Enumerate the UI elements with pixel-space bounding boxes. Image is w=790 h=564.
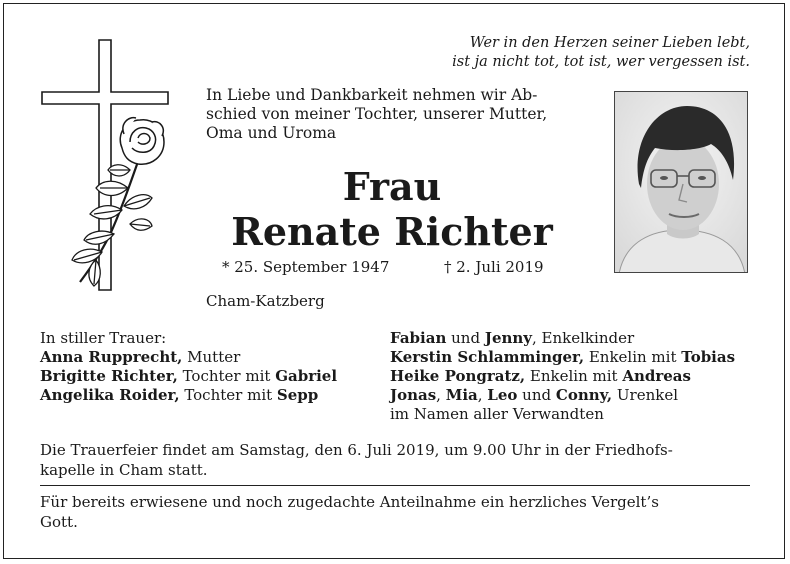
relatives-note: im Namen aller Verwandten (390, 405, 604, 423)
mourner-row: Anna Rupprecht, Mutter (40, 348, 241, 366)
divider (40, 485, 750, 486)
mourners-heading: In stiller Trauer: (40, 329, 167, 347)
mourner-row: Fabian und Jenny, Enkelkinder (390, 329, 635, 347)
funeral-service-info (40, 440, 750, 480)
mourner-row: Jonas, Mia, Leo und Conny, Urenkel (390, 386, 679, 404)
intro-text (206, 86, 578, 143)
deceased-name: Renate Richter (231, 209, 553, 254)
thanks-line-1: Für bereits erwiesene und noch zugedachte Anteilnahme ein herzliches Vergelt’s (40, 493, 659, 511)
service-line-2: kapelle in Cham statt. (40, 461, 208, 479)
mourner-row: Heike Pongratz, Enkelin mit Andreas (390, 367, 691, 385)
intro-line-2: schied von meiner Tochter, unserer Mutter, (206, 105, 548, 123)
intro-line-1: In Liebe und Dankbarkeit nehmen wir Ab- (206, 86, 538, 104)
birth-date: * 25. September 1947 (222, 258, 390, 276)
mourner-row: Kerstin Schlamminger, Enkelin mit Tobias (390, 348, 736, 366)
residence-place: Cham-Katzberg (206, 292, 325, 310)
thanks-line-2: Gott. (40, 513, 78, 531)
thanks-text (40, 492, 750, 532)
quote-line-1: Wer in den Herzen seiner Lieben lebt, (469, 35, 750, 51)
mourners-left (40, 329, 380, 405)
portrait-photo (614, 91, 748, 273)
mourner-row: Angelika Roider, Tochter mit Sepp (40, 386, 319, 404)
cross-with-rose-icon (40, 38, 170, 294)
service-line-1: Die Trauerfeier findet am Samstag, den 6. Juli 2019, um 9.00 Uhr in der Friedhofs- (40, 441, 673, 459)
memorial-quote (452, 34, 750, 72)
mourner-row: Brigitte Richter, Tochter mit Gabriel (40, 367, 338, 385)
salutation: Frau (342, 164, 442, 209)
intro-line-3: Oma und Uroma (206, 124, 337, 142)
deceased-name-block (206, 164, 578, 254)
quote-line-2: ist ja nicht tot, tot ist, wer vergessen ist. (452, 54, 750, 70)
death-date: † 2. Juli 2019 (444, 258, 544, 276)
mourners-right (390, 329, 770, 424)
